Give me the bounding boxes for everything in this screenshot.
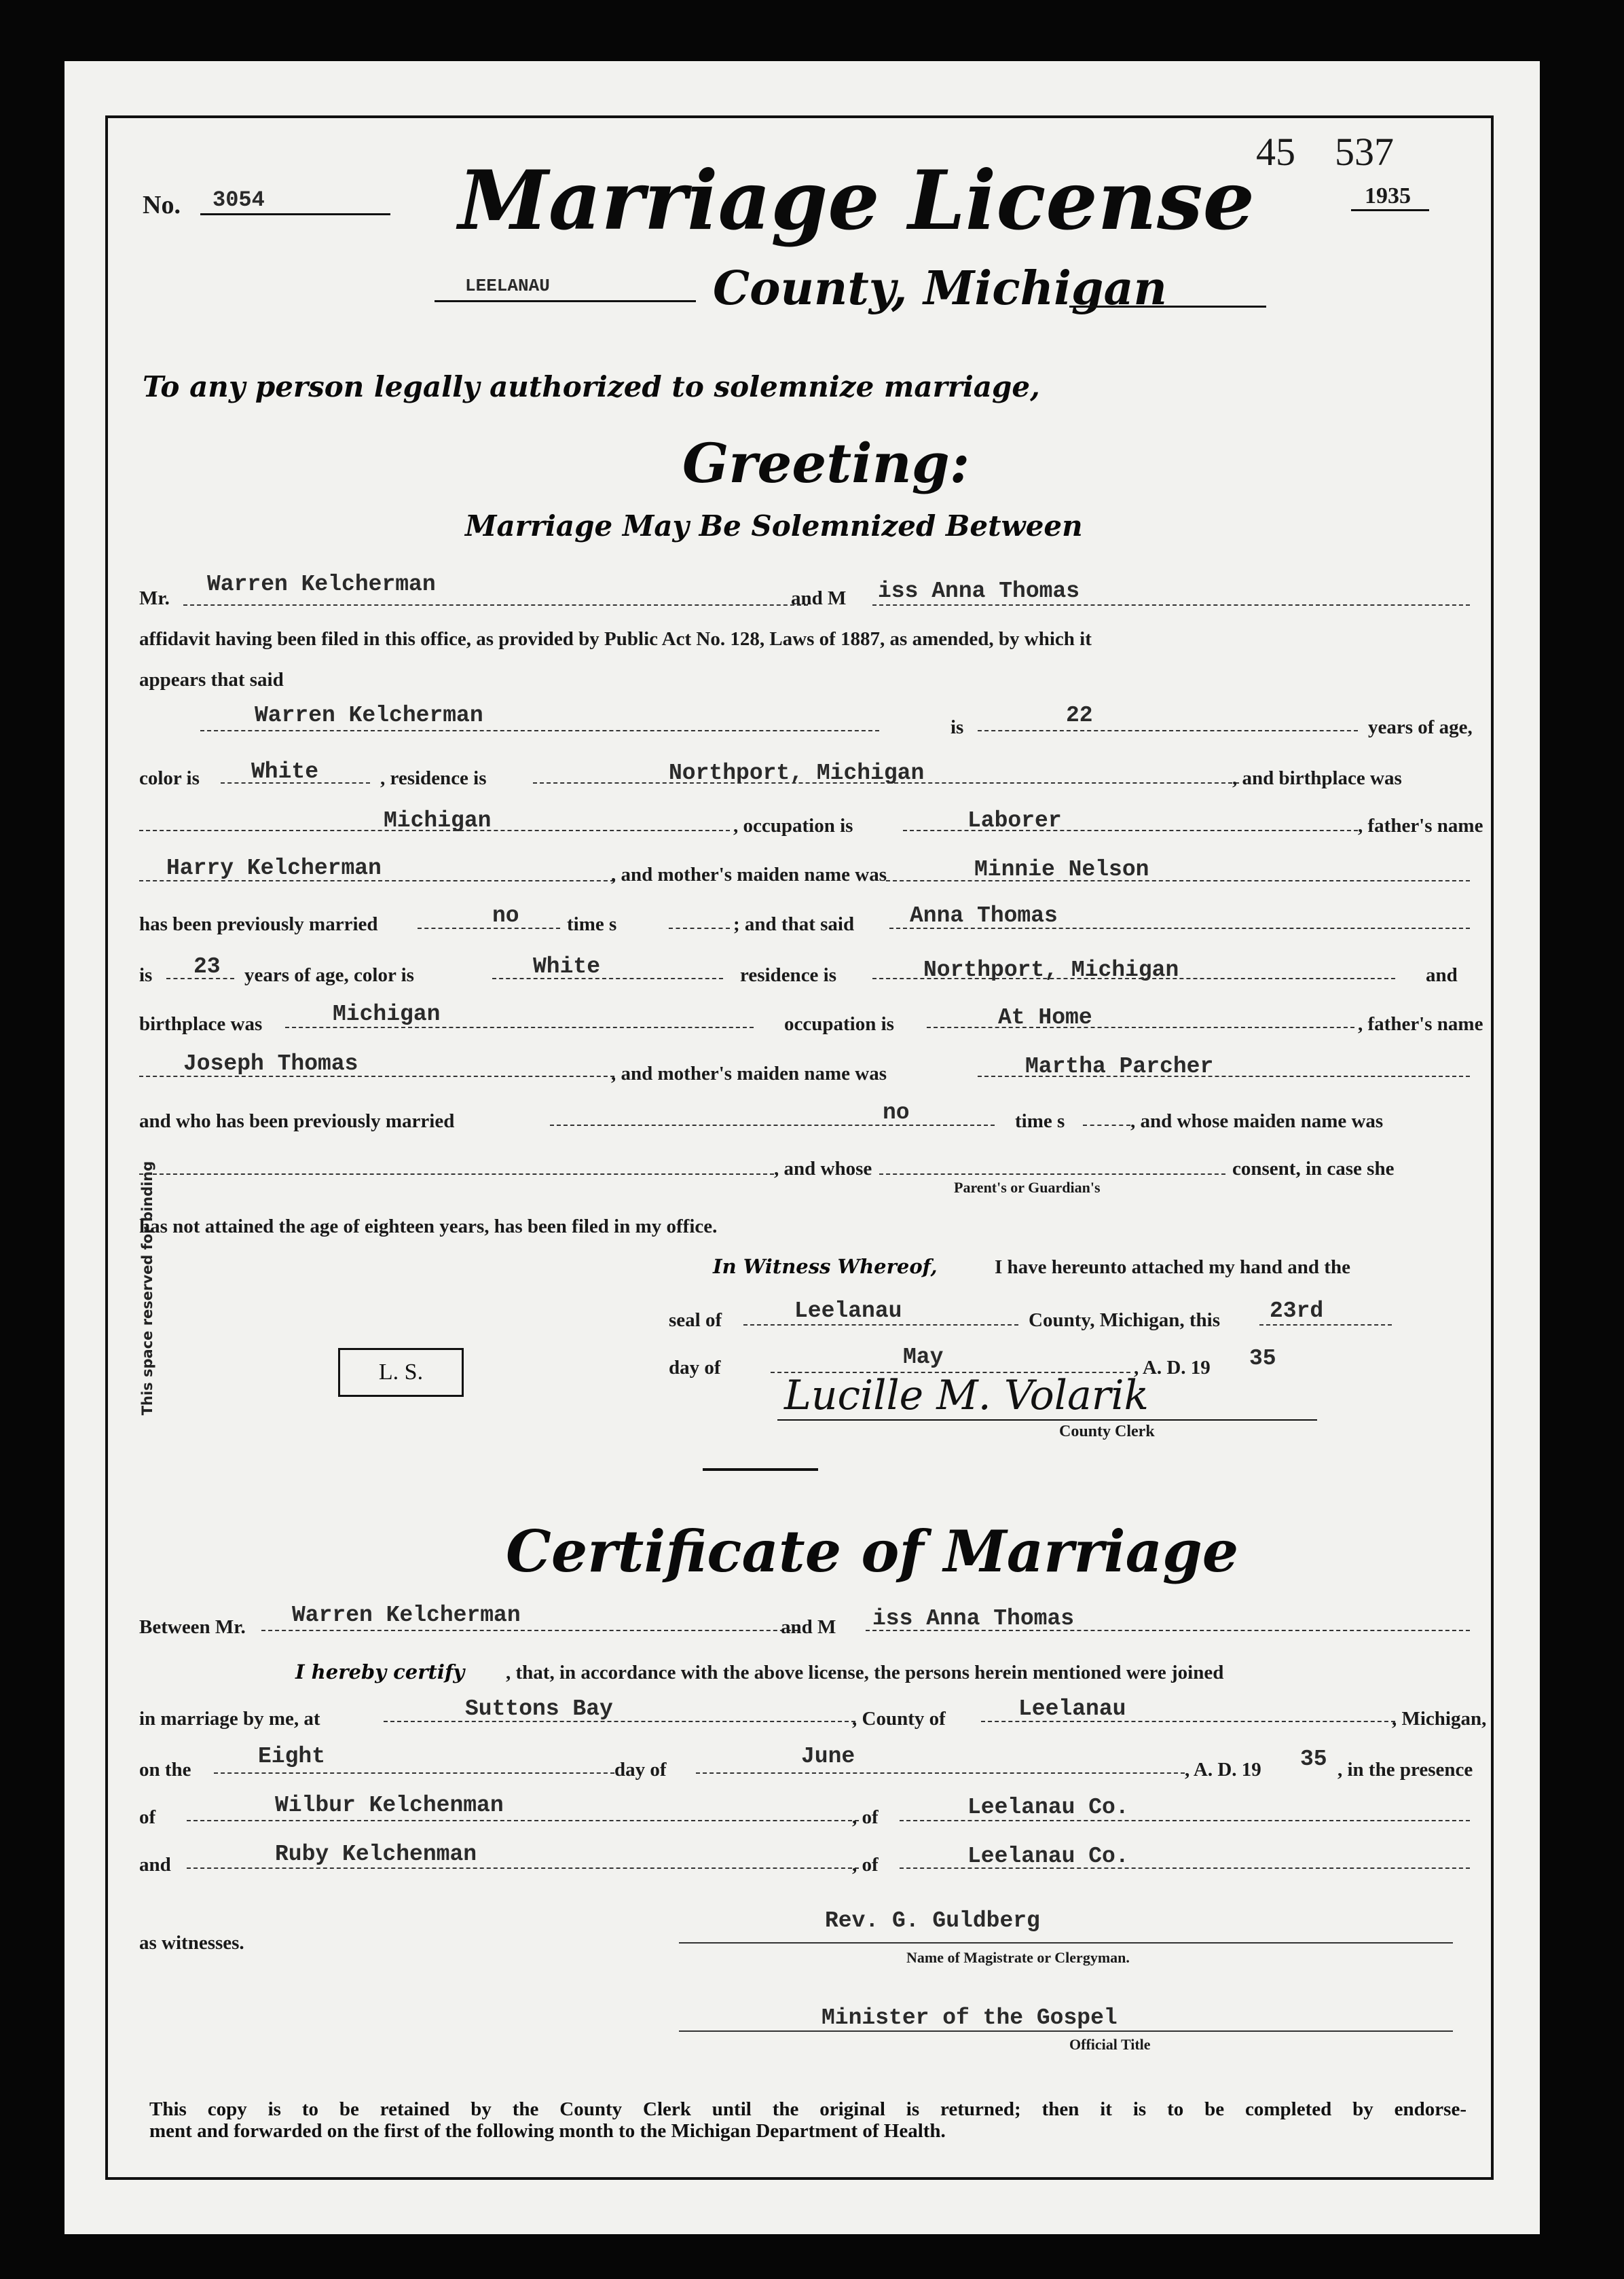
residence-label: , residence is: [380, 767, 487, 789]
license-number-line: [200, 213, 390, 215]
hereby-certify-label: I hereby certify: [295, 1660, 465, 1683]
bride-father: Joseph Thomas: [183, 1051, 358, 1076]
seal-box: L. S.: [338, 1348, 464, 1397]
groom-repeat-line: [200, 730, 879, 731]
binding-margin-note: This space reserved for binding: [139, 1161, 155, 1416]
bride-birthplace: Michigan: [333, 1002, 441, 1027]
officiant-name: Rev. G. Guldberg: [825, 1908, 1040, 1933]
who-prev-label: and who has been previously married: [139, 1110, 455, 1132]
groom-age: 22: [1066, 703, 1093, 728]
witness-2-county: Leelanau Co.: [967, 1844, 1129, 1869]
groom-line: [183, 604, 808, 606]
witness-1-county: Leelanau Co.: [967, 1795, 1129, 1820]
footer-line-2: ment and forwarded on the first of the following month to the Michigan Department of Health.: [149, 2120, 946, 2142]
section-separator: [703, 1468, 818, 1471]
mr-label: Mr.: [139, 587, 170, 609]
bride-occupation-line: [927, 1027, 1354, 1028]
years-of-age-label: years of age,: [1368, 716, 1473, 738]
witness-county: Leelanau: [794, 1298, 902, 1324]
is-label-2: is: [139, 964, 153, 986]
marriage-year: 35: [1300, 1747, 1327, 1772]
county-michigan-this-label: County, Michigan, this: [1029, 1309, 1220, 1331]
as-witnesses-label: as witnesses.: [139, 1932, 244, 1954]
witness-2-name: Ruby Kelchenman: [275, 1842, 477, 1867]
in-the-presence-label: , in the presence: [1337, 1759, 1473, 1781]
hereby-certify-text: , that, in accordance with the above license, the persons herein mentioned were joined: [506, 1662, 1224, 1683]
marriage-month-line: [696, 1772, 1185, 1774]
occupation-label: , occupation is: [733, 815, 853, 837]
certificate-bride: iss Anna Thomas: [872, 1606, 1075, 1631]
mothers-maiden-label: , and mother's maiden name was: [611, 864, 887, 886]
time-line-2: [1083, 1125, 1130, 1126]
subtitle: Marriage May Be Solemnized Between: [465, 509, 1083, 543]
parents-guardians-caption: Parent's or Guardian's: [954, 1179, 1101, 1196]
header-year-line: [1351, 209, 1429, 211]
residence-label-2: residence is: [740, 964, 837, 986]
witness-2-line: [187, 1867, 859, 1869]
day-of-label: day of: [669, 1357, 721, 1379]
in-witness-label: In Witness Whereof,: [713, 1255, 938, 1278]
groom-age-line: [978, 730, 1358, 731]
whose-maiden-label: , and whose maiden name was: [1130, 1110, 1384, 1132]
bride-color: White: [533, 954, 601, 979]
header-year: 1935: [1365, 183, 1411, 208]
time-s-label: time s: [567, 913, 617, 935]
groom-color: White: [251, 759, 319, 784]
consent-line: [879, 1173, 1225, 1175]
bride-age-line: [166, 978, 234, 979]
bride-birthplace-line: [285, 1027, 754, 1028]
time-line: [669, 928, 730, 929]
occupation-label-2: occupation is: [784, 1013, 894, 1035]
groom-occupation: Laborer: [967, 808, 1062, 833]
witness-2-county-line: [900, 1867, 1470, 1869]
county-clerk-caption: County Clerk: [1059, 1423, 1155, 1440]
certificate-title: Certificate of Marriage: [506, 1518, 1239, 1585]
michigan-label: , Michigan,: [1392, 1708, 1487, 1730]
consent-label: consent, in case she: [1232, 1158, 1395, 1180]
file-numbers: 45 537: [1256, 130, 1394, 174]
time-s-label-2: time s: [1015, 1110, 1065, 1132]
officiant-caption: Name of Magistrate or Clergyman.: [906, 1949, 1130, 1966]
and-whose-label: , and whose: [774, 1158, 872, 1180]
certificate-groom: Warren Kelcherman: [292, 1603, 521, 1628]
groom-prev-line: [418, 928, 560, 929]
bride-name-repeat: Anna Thomas: [910, 903, 1058, 928]
footer-note: [149, 2098, 1466, 2142]
bride-residence-line: [872, 978, 1395, 979]
clerk-signature: Lucille M. Volarik: [784, 1372, 1149, 1419]
affidavit-line-2: appears that said: [139, 669, 284, 691]
bride-color-line: [492, 978, 723, 979]
certificate-and-m-label: and M: [781, 1616, 836, 1638]
mothers-maiden-label-2: , and mother's maiden name was: [611, 1063, 887, 1084]
witness-1-county-line: [900, 1820, 1470, 1821]
bride-father-line: [139, 1076, 614, 1077]
officiant-line: [679, 1942, 1453, 1944]
certificate-day-of-label: day of: [614, 1759, 667, 1781]
groom-color-line: [221, 782, 370, 784]
groom-residence: Northport, Michigan: [669, 761, 925, 786]
bride-mother-line: [978, 1076, 1470, 1077]
witness-day: 23rd: [1270, 1298, 1324, 1324]
county-suffix-underline: [1069, 306, 1266, 308]
on-the-label: on the: [139, 1759, 191, 1781]
groom-mother: Minnie Nelson: [974, 857, 1149, 882]
document-frame: [105, 115, 1494, 2180]
marriage-day: Eight: [258, 1744, 326, 1769]
salutation: To any person legally authorized to solemnize marriage,: [143, 370, 1040, 403]
color-label: color is: [139, 767, 200, 789]
witness-year: 35: [1249, 1346, 1276, 1371]
fathers-name-label: , father's name: [1358, 815, 1483, 837]
bride-previously-married: no: [883, 1100, 910, 1125]
in-marriage-label: in marriage by me, at: [139, 1708, 320, 1730]
birthplace-label: , and birthplace was: [1232, 767, 1402, 789]
not-attained-text: has not attained the age of eighteen years, has been filed in my office.: [139, 1216, 718, 1237]
of-label: of: [139, 1806, 156, 1828]
fathers-name-label-2: , father's name: [1358, 1013, 1483, 1035]
groom-father-line: [139, 880, 614, 881]
greeting: Greeting:: [682, 431, 970, 495]
marriage-county: Leelanau: [1018, 1696, 1126, 1721]
witness-month: May: [903, 1345, 944, 1370]
is-label: is: [951, 716, 964, 738]
years-color-label: years of age, color is: [244, 964, 414, 986]
groom-residence-line: [533, 782, 1239, 784]
between-mr-label: Between Mr.: [139, 1616, 246, 1638]
witness-day-line: [1259, 1324, 1392, 1326]
bride-mother: Martha Parcher: [1025, 1054, 1214, 1079]
groom-mother-line: [886, 880, 1470, 881]
license-number-label: No.: [143, 191, 181, 219]
groom-father: Harry Kelcherman: [166, 856, 382, 881]
of-label-2: , of: [852, 1806, 879, 1828]
marriage-place-line: [384, 1721, 855, 1722]
birthplace-label-2: birthplace was: [139, 1013, 263, 1035]
county-suffix: County, Michigan: [713, 261, 1167, 316]
marriage-day-line: [214, 1772, 614, 1774]
marriage-month: June: [801, 1744, 855, 1769]
bride-name: iss Anna Thomas: [878, 579, 1080, 604]
county-line: [435, 300, 696, 302]
signature-line: [777, 1419, 1317, 1421]
certificate-ad-label: , A. D. 19: [1185, 1759, 1261, 1781]
groom-occupation-line: [903, 830, 1358, 831]
groom-previously-married: no: [492, 903, 519, 928]
bride-occupation: At Home: [998, 1005, 1092, 1030]
bride-prev-line: [550, 1125, 995, 1126]
certificate-and-label: and: [139, 1854, 171, 1876]
certificate-bride-line: [866, 1630, 1470, 1631]
and-m-label: and M: [791, 587, 847, 609]
seal-of-label: seal of: [669, 1309, 722, 1331]
of-label-3: , of: [852, 1854, 879, 1876]
previously-married-label: has been previously married: [139, 913, 378, 935]
maiden-name-line: [139, 1173, 774, 1175]
groom-name: Warren Kelcherman: [207, 572, 436, 597]
witness-ad-label: , A. D. 19: [1134, 1357, 1211, 1379]
official-title-caption: Official Title: [1069, 2036, 1151, 2053]
bride-line: [872, 604, 1470, 606]
and-that-said-label: ; and that said: [733, 913, 855, 935]
groom-name-repeat: Warren Kelcherman: [255, 703, 483, 728]
official-title-line: [679, 2030, 1453, 2032]
bride-name-line: [889, 928, 1470, 929]
witness-1-line: [187, 1820, 859, 1821]
license-number: 3054: [213, 187, 265, 213]
marriage-place: Suttons Bay: [465, 1696, 613, 1721]
bride-residence: Northport, Michigan: [923, 958, 1179, 983]
affidavit-line-1: affidavit having been filed in this office, as provided by Public Act No. 128, Laws of 1887, as amended, by which it: [139, 628, 1092, 650]
groom-birthplace: Michigan: [384, 808, 492, 833]
county-of-label: , County of: [852, 1708, 946, 1730]
county-name: LEELANAU: [465, 276, 550, 296]
marriage-county-line: [981, 1721, 1395, 1722]
bride-age: 23: [193, 954, 221, 979]
witness-county-line: [743, 1324, 1018, 1326]
official-title: Minister of the Gospel: [822, 2005, 1118, 2030]
witness-1-name: Wilbur Kelchenman: [275, 1793, 504, 1818]
license-document: [64, 61, 1540, 2234]
witness-hand-text: I have hereunto attached my hand and the: [995, 1256, 1350, 1278]
groom-birthplace-line: [139, 830, 730, 831]
footer-line-1: This copy is to be retained by the County Clerk until the original is returned; then it is to be completed by endorse-: [149, 2098, 1466, 2120]
and-label: and: [1426, 964, 1458, 986]
certificate-groom-line: [261, 1630, 798, 1631]
document-title: Marriage License: [458, 153, 1255, 249]
